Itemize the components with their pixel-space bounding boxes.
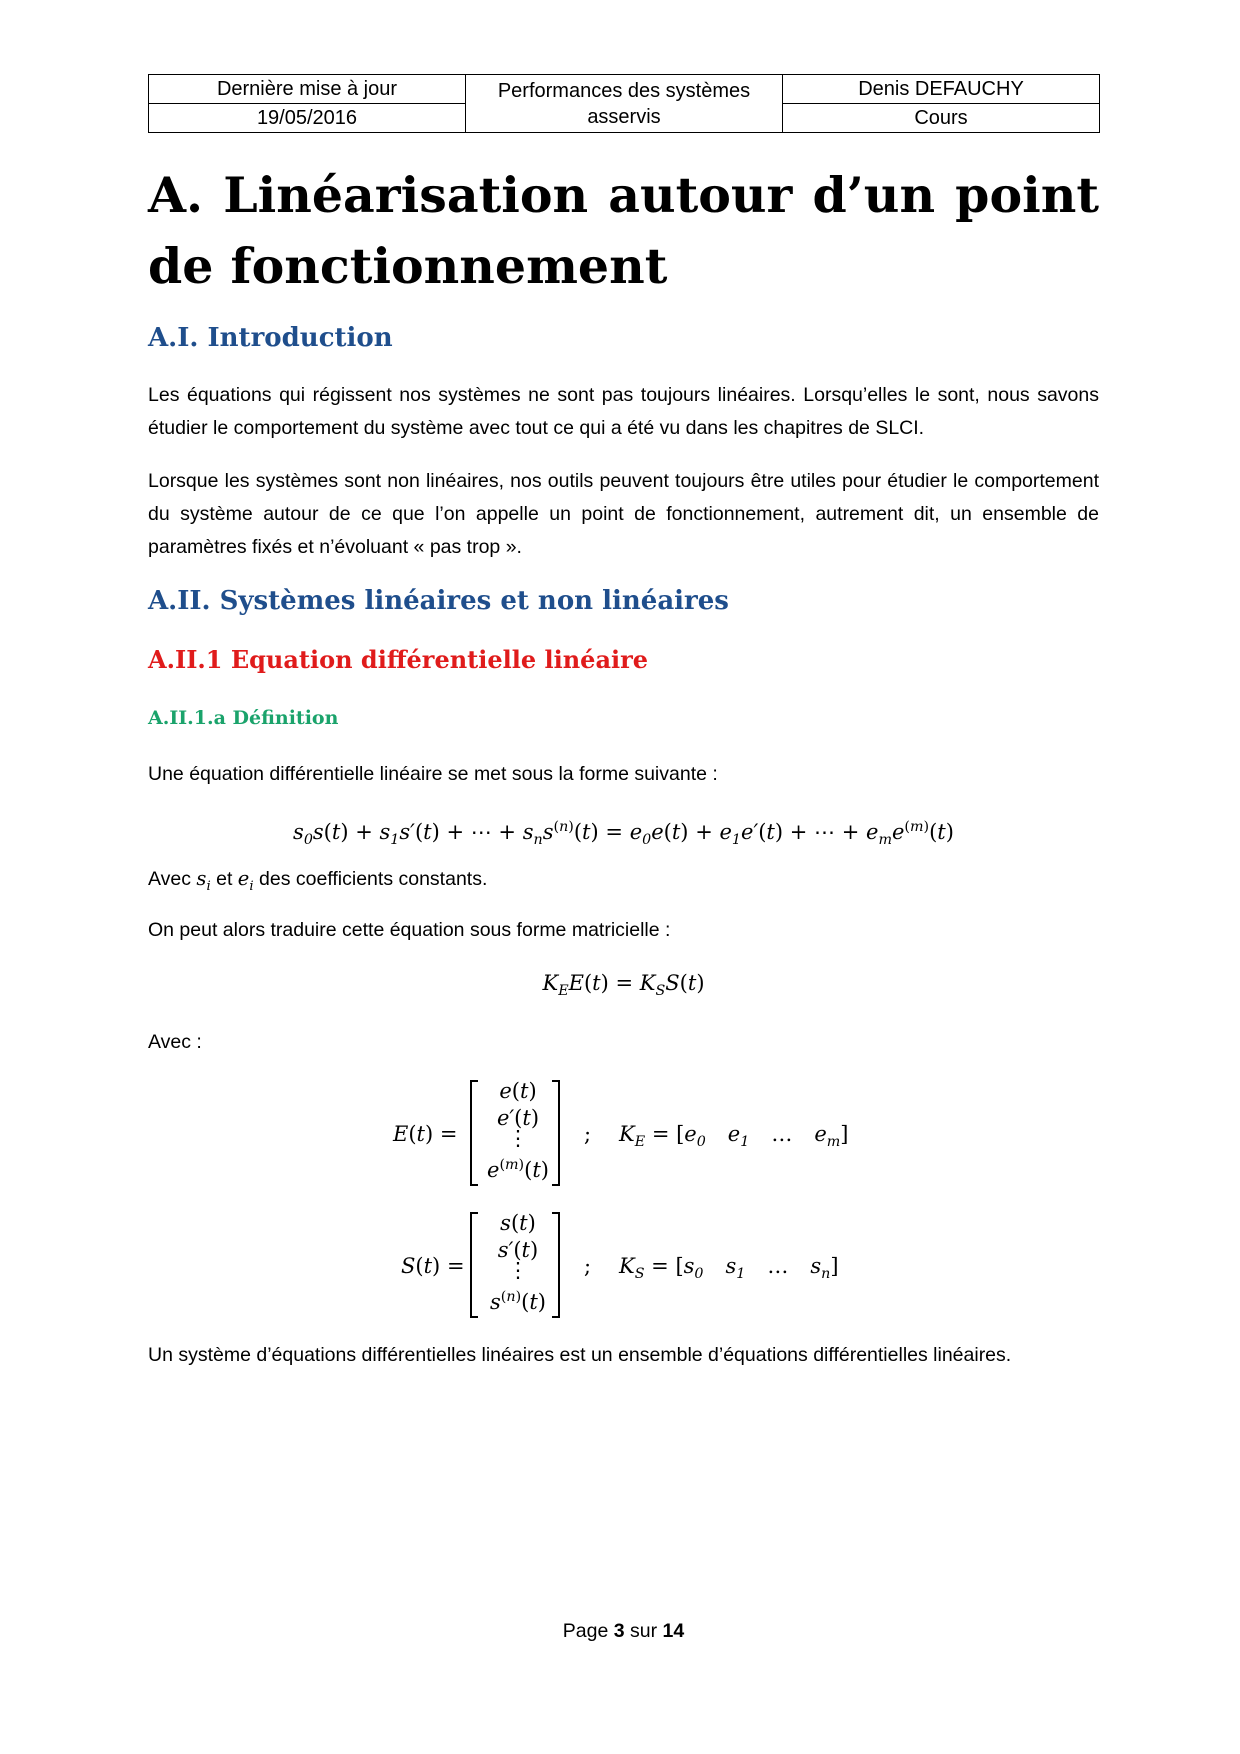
matrix-form-paragraph: On peut alors traduire cette équation sous forme matricielle : — [148, 919, 671, 941]
input-vector-lhs: E(t) = — [393, 1122, 458, 1146]
output-vector-right-bracket — [552, 1212, 560, 1318]
semicolon: ; — [584, 1122, 592, 1146]
input-vector: e(t) e′(t) ⋮ $e^{(m)}(t)$ — [487, 1079, 549, 1182]
coefficients-and: et — [216, 868, 233, 890]
page-footer — [148, 1620, 1099, 1643]
matrix-equation: $K_EE(t) = K_SS(t)$ — [542, 971, 705, 1000]
header-table — [148, 74, 1100, 133]
semicolon: ; — [584, 1254, 592, 1278]
document-type: Cours — [783, 104, 1100, 133]
output-coefficients-row: $K_S = [s_0$ $s_1$ … $s_n$] — [619, 1254, 839, 1283]
differential-equation: $s_0s(t) + s_1s'(t)$ + ⋯ + $s_ns^{(n)}(t) = e_0e(t) + e_1e'(t)$ + ⋯ + $e_me^{(m)}(t)$ — [293, 819, 954, 849]
closing-paragraph: Un système d’équations différentielles linéaires est un ensemble d’équations différentielles linéaires. — [148, 1344, 1012, 1366]
page-total: 14 — [662, 1620, 685, 1642]
section-heading-introduction: A.I. Introduction — [148, 323, 393, 353]
of-word: sur — [630, 1620, 658, 1642]
page-number: 3 — [613, 1620, 625, 1642]
definition-paragraph: Une équation différentielle linéaire se met sous la forme suivante : — [148, 763, 718, 785]
coefficients-suffix: des coefficients constants. — [259, 868, 488, 890]
input-vector-right-bracket — [552, 1080, 560, 1186]
output-vector-lhs: S(t) = — [401, 1254, 465, 1278]
coefficients-paragraph: Avec $s_i$ et $e_i$ des coefficients constants. — [148, 867, 488, 894]
course-title-line2: asservis — [587, 105, 661, 128]
section-heading-systems: A.II. Systèmes linéaires et non linéaires — [148, 586, 729, 616]
page-title: A. Linéarisation autour d’un point de fonctionnement — [148, 166, 1099, 295]
intro-paragraph-2: Lorsque les systèmes sont non linéaires, nos outils peuvent toujours être utiles pour étudier le comportement du système autour de ce que l’on appelle un point de fonctionnement, autrement dit, un ensemble de paramètres fixés et n’évoluant « pas trop ». — [148, 470, 1099, 558]
last-update-label: Dernière mise à jour — [149, 75, 466, 104]
update-date: 19/05/2016 — [149, 104, 466, 133]
input-vector-left-bracket — [470, 1080, 478, 1186]
intro-paragraph-1: Les équations qui régissent nos systèmes ne sont pas toujours linéaires. Lorsqu’elles le sont, nous savons étudier le comportement du système avec tout ce qui a été vu dans les chapitres de SLCI. — [148, 384, 1099, 439]
coefficients-prefix: Avec — [148, 868, 191, 890]
course-title — [466, 75, 783, 133]
input-coefficients-row: $K_E = [e_0$ $e_1$ … $e_m$] — [619, 1122, 849, 1151]
author-name: Denis DEFAUCHY — [783, 75, 1100, 104]
output-vector: s(t) s′(t) ⋮ $s^{(n)}(t)$ — [490, 1211, 546, 1314]
subsection-heading-linear-equation: A.II.1 Equation différentielle linéaire — [148, 645, 649, 674]
avec-label: Avec : — [148, 1031, 202, 1053]
course-title-line1: Performances des systèmes — [497, 79, 751, 102]
page-word: Page — [562, 1620, 609, 1642]
subsubsection-heading-definition: A.II.1.a Définition — [148, 707, 339, 729]
output-vector-left-bracket — [470, 1212, 478, 1318]
